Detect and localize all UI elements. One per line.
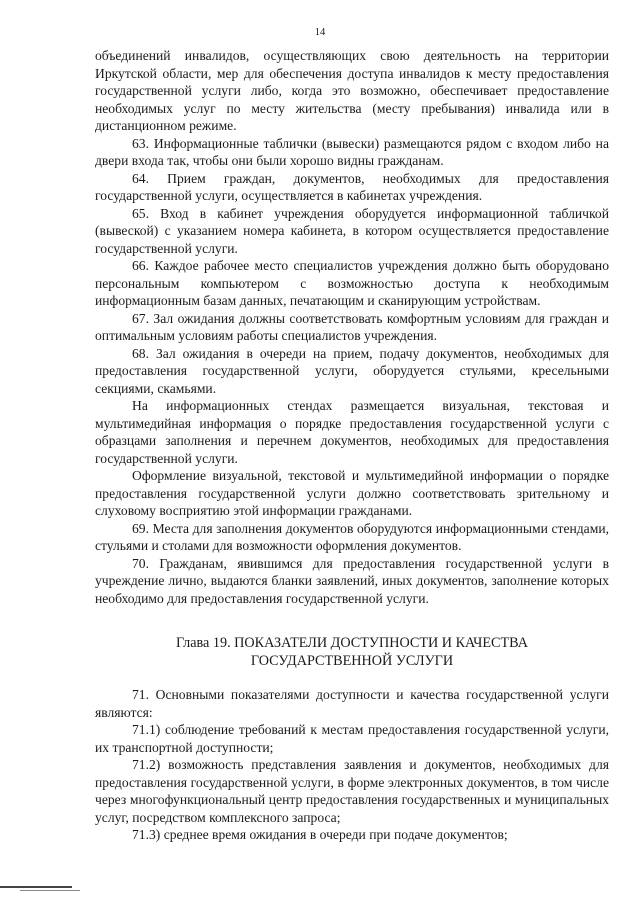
body-text-bottom bbox=[95, 686, 609, 844]
chapter-heading bbox=[95, 634, 609, 670]
chapter-heading-line-2: ГОСУДАРСТВЕННОЙ УСЛУГИ bbox=[250, 653, 454, 669]
paragraph-71: 71. Основными показателями доступности и качества государственной услуги являются: bbox=[95, 687, 609, 720]
footer-rule-secondary bbox=[20, 890, 80, 891]
paragraph-stands: На информационных стендах размещается визуальная, текстовая и мультимедийная информация о порядке предоставления государственной услуги с образцами заполнения и перечнем документов, необходимых для предоставления государственной услуги. bbox=[95, 398, 609, 466]
paragraph-66: 66. Каждое рабочее место специалистов учреждения должно быть оборудовано персональным компьютером с возможностью доступа к необходимым информационным базам данных, печатающим и сканирующим устройствам. bbox=[95, 258, 609, 308]
paragraph-design: Оформление визуальной, текстовой и мультимедийной информации о порядке предоставления государственной услуги должно соответствовать зрительному и слуховому восприятию этой информации гражданами. bbox=[95, 468, 609, 518]
paragraph-71-2: 71.2) возможность представления заявления и документов, необходимых для предоставления государственной услуги, в форме электронных документов, в том числе через многофункциональный центр предоставления государственных и муниципальных услуг, посредством комплексного запроса; bbox=[95, 757, 609, 825]
paragraph-67: 67. Зал ожидания должны соответствовать комфортным условиям для граждан и оптимальным условиям работы специалистов учреждения. bbox=[95, 310, 609, 343]
paragraph: объединений инвалидов, осуществляющих свою деятельность на территории Иркутской области, мер для обеспечения доступа инвалидов к месту предоставления государственной услуги либо, когда это возможно, обеспечивает предоставление необходимых услуг по месту жительства (месту пребывания) инвалида или в дистанционном режиме. bbox=[95, 48, 609, 133]
paragraph-70: 70. Гражданам, явившимся для предоставления государственной услуги в учреждение лично, выдаются бланки заявлений, иных документов, заполнение которых необходимо для предоставления государственной услуги. bbox=[95, 555, 609, 606]
paragraph-71-1: 71.1) соблюдение требований к местам предоставления государственной услуги, их транспортной доступности; bbox=[95, 722, 609, 755]
paragraph-71-3: 71.3) среднее время ожидания в очереди при подаче документов; bbox=[132, 827, 508, 842]
paragraph-63: 63. Информационные таблички (вывески) размещаются рядом с входом либо на двери входа так, чтобы они были хорошо видны гражданам. bbox=[95, 135, 609, 168]
footer-rule bbox=[0, 886, 72, 888]
paragraph-65: 65. Вход в кабинет учреждения оборудуется информационной табличкой (вывеской) с указанием номера кабинета, в котором осуществляется предоставление государственной услуги. bbox=[95, 205, 609, 256]
paragraph-64: 64. Прием граждан, документов, необходимых для предоставления государственной услуги, осуществляется в кабинетах учреждения. bbox=[95, 170, 609, 203]
paragraph-68: 68. Зал ожидания в очереди на прием, подачу документов, необходимых для предоставления государственной услуги, оборудуется стульями, кресельными секциями, скамьями. bbox=[95, 345, 609, 396]
page-number: 14 bbox=[314, 27, 326, 38]
body-text-top bbox=[95, 47, 609, 607]
chapter-heading-line-1: Глава 19. ПОКАЗАТЕЛИ ДОСТУПНОСТИ И КАЧЕСТВА bbox=[176, 635, 528, 651]
paragraph-69: 69. Места для заполнения документов оборудуются информационными стендами, стульями и столами для возможности оформления документов. bbox=[95, 520, 609, 553]
